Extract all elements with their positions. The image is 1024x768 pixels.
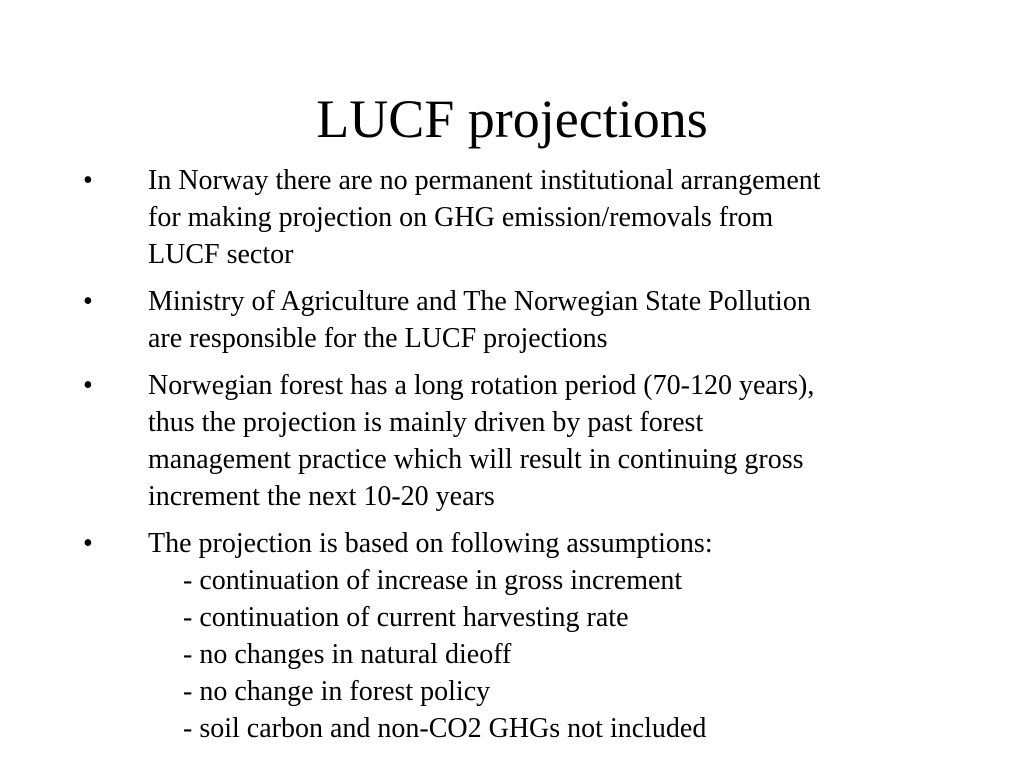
bullet-line: increment the next 10-20 years [148,481,495,512]
bullet-item-4 [0,525,1024,747]
bullet-line: management practice which will result in continuing gross [148,444,804,475]
bullet-icon: • [83,286,93,317]
bullet-item-3 [0,367,1024,515]
bullet-item-1 [0,162,1024,273]
assumption-item: - continuation of increase in gross increment [183,565,683,596]
assumption-item: - no change in forest policy [183,676,491,707]
slide-title: LUCF projections [316,89,708,149]
assumption-item: - no changes in natural dieoff [183,639,512,670]
bullet-line: LUCF sector [148,239,294,270]
bullet-line: for making projection on GHG emission/removals from [148,202,774,233]
bullet-line: Ministry of Agriculture and The Norwegian State Pollution [148,286,811,317]
bullet-text [148,162,1008,273]
bullet-text [148,283,1008,357]
bullet-line: In Norway there are no permanent institutional arrangement [148,165,821,196]
bullet-text [148,525,1008,747]
bullet-line: are responsible for the LUCF projections [148,323,608,354]
bullet-icon: • [83,528,93,559]
bullet-text [148,367,1008,515]
assumption-item: - soil carbon and non-CO2 GHGs not included [183,713,707,744]
bullet-item-2 [0,283,1024,357]
bullet-icon: • [83,165,93,196]
bullet-icon: • [83,370,93,401]
bullet-list [0,162,1024,757]
bullet-line: The projection is based on following assumptions: [148,528,713,559]
bullet-line: Norwegian forest has a long rotation period (70-120 years), [148,370,815,401]
bullet-line: thus the projection is mainly driven by past forest [148,407,704,438]
assumption-item: - continuation of current harvesting rate [183,602,629,633]
